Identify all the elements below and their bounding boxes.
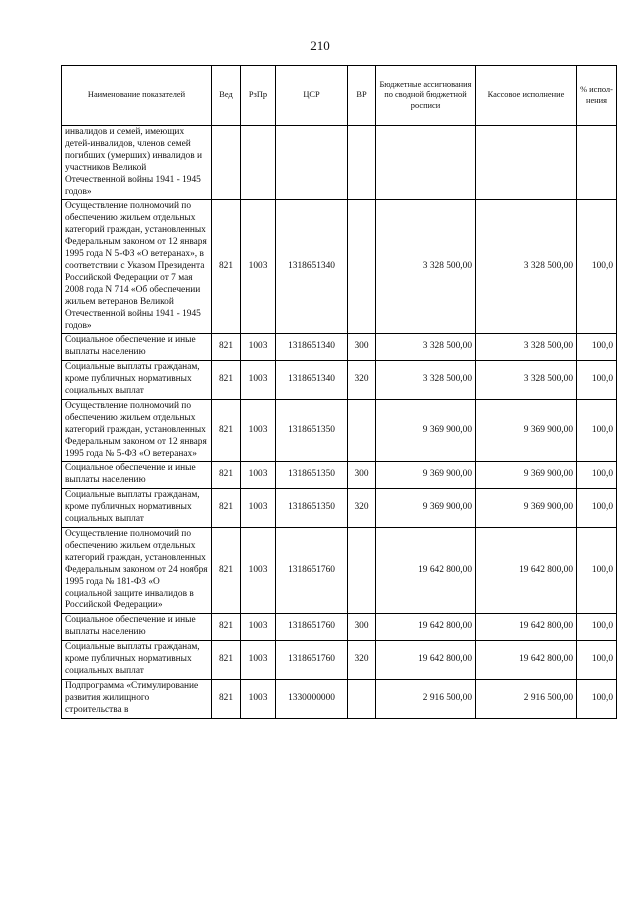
- cell-vr: 300: [348, 614, 376, 641]
- cell-rzpr: 1003: [241, 334, 276, 361]
- table-row: [62, 399, 617, 462]
- cell-pct: [577, 126, 617, 200]
- cell-name: инвалидов и семей, имеющих детей-инвалидов, членов семей погибших (умерших) инвалидов и участников Великой Отечественной войны 1941 - 1945 годов»: [62, 126, 212, 200]
- cell-pct: 100,0: [577, 489, 617, 528]
- cell-name: Социальные выплаты гражданам, кроме публичных нормативных социальных выплат: [62, 361, 212, 400]
- cell-rzpr: 1003: [241, 679, 276, 718]
- cell-csr: 1318651350: [276, 462, 348, 489]
- cell-budget: 9 369 900,00: [376, 399, 476, 462]
- page-number: 210: [310, 38, 330, 53]
- cell-pct: 100,0: [577, 399, 617, 462]
- header-ved: Вед: [212, 66, 241, 126]
- cell-budget: 19 642 800,00: [376, 528, 476, 614]
- header-csr: ЦСР: [276, 66, 348, 126]
- cell-vr: 300: [348, 462, 376, 489]
- cell-ved: 821: [212, 641, 241, 680]
- cell-kassa: [476, 126, 577, 200]
- cell-csr: [276, 126, 348, 200]
- cell-budget: 9 369 900,00: [376, 489, 476, 528]
- table-row: [62, 679, 617, 718]
- cell-budget: 19 642 800,00: [376, 641, 476, 680]
- cell-ved: 821: [212, 528, 241, 614]
- cell-kassa: 3 328 500,00: [476, 334, 577, 361]
- cell-kassa: 3 328 500,00: [476, 200, 577, 334]
- cell-pct: 100,0: [577, 462, 617, 489]
- table-row: [62, 489, 617, 528]
- cell-name: Социальное обеспечение и иные выплаты населению: [62, 334, 212, 361]
- cell-kassa: 9 369 900,00: [476, 462, 577, 489]
- cell-csr: 1318651350: [276, 399, 348, 462]
- cell-name: Социальное обеспечение и иные выплаты населению: [62, 614, 212, 641]
- cell-csr: 1318651760: [276, 528, 348, 614]
- cell-ved: 821: [212, 489, 241, 528]
- cell-kassa: 3 328 500,00: [476, 361, 577, 400]
- cell-kassa: 19 642 800,00: [476, 528, 577, 614]
- cell-csr: 1318651350: [276, 489, 348, 528]
- cell-vr: 320: [348, 641, 376, 680]
- cell-name: Осуществление полномочий по обеспечению жильем отдельных категорий граждан, установленных Федеральным законом от 12 января 1995 года N 5-ФЗ «О ветеранах», в соответствии с Указом Президента Российской Федерации от 7 мая 2008 года N 714 «Об обеспечении жильем ветеранов Великой Отечественной войны 1941 - 1945 годов»: [62, 200, 212, 334]
- table-row: [62, 334, 617, 361]
- cell-kassa: 9 369 900,00: [476, 399, 577, 462]
- cell-ved: 821: [212, 334, 241, 361]
- cell-vr: 320: [348, 489, 376, 528]
- cell-rzpr: 1003: [241, 200, 276, 334]
- cell-pct: 100,0: [577, 334, 617, 361]
- cell-ved: 821: [212, 679, 241, 718]
- cell-vr: 320: [348, 361, 376, 400]
- cell-vr: [348, 200, 376, 334]
- header-kassa: Кассовое исполнение: [476, 66, 577, 126]
- cell-rzpr: 1003: [241, 528, 276, 614]
- table-row: [62, 126, 617, 200]
- cell-ved: 821: [212, 462, 241, 489]
- cell-name: Социальные выплаты гражданам, кроме публичных нормативных социальных выплат: [62, 489, 212, 528]
- cell-rzpr: [241, 126, 276, 200]
- cell-pct: 100,0: [577, 679, 617, 718]
- cell-vr: [348, 126, 376, 200]
- cell-rzpr: 1003: [241, 361, 276, 400]
- table-row: [62, 200, 617, 334]
- cell-csr: 1318651340: [276, 361, 348, 400]
- cell-kassa: 19 642 800,00: [476, 614, 577, 641]
- cell-pct: 100,0: [577, 641, 617, 680]
- cell-csr: 1330000000: [276, 679, 348, 718]
- cell-name: Осуществление полномочий по обеспечению жильем отдельных категорий граждан, установленных Федеральным законом от 24 ноября 1995 года № 181-ФЗ «О социальной защите инвалидов в Российской Федерации»: [62, 528, 212, 614]
- cell-pct: 100,0: [577, 614, 617, 641]
- header-rzpr: РзПр: [241, 66, 276, 126]
- cell-kassa: 2 916 500,00: [476, 679, 577, 718]
- table-header-row: [62, 66, 617, 126]
- cell-csr: 1318651340: [276, 200, 348, 334]
- cell-budget: [376, 126, 476, 200]
- cell-vr: [348, 679, 376, 718]
- cell-rzpr: 1003: [241, 462, 276, 489]
- header-pct: % испол- нения: [577, 66, 617, 126]
- cell-name: Социальное обеспечение и иные выплаты населению: [62, 462, 212, 489]
- cell-ved: 821: [212, 200, 241, 334]
- cell-kassa: 19 642 800,00: [476, 641, 577, 680]
- header-name: Наименование показателей: [62, 66, 212, 126]
- cell-pct: 100,0: [577, 361, 617, 400]
- cell-budget: 3 328 500,00: [376, 334, 476, 361]
- cell-vr: 300: [348, 334, 376, 361]
- cell-name: Социальные выплаты гражданам, кроме публичных нормативных социальных выплат: [62, 641, 212, 680]
- cell-vr: [348, 399, 376, 462]
- header-vr: ВР: [348, 66, 376, 126]
- table-row: [62, 528, 617, 614]
- cell-ved: [212, 126, 241, 200]
- cell-rzpr: 1003: [241, 399, 276, 462]
- cell-budget: 3 328 500,00: [376, 200, 476, 334]
- table-row: [62, 641, 617, 680]
- cell-csr: 1318651340: [276, 334, 348, 361]
- cell-csr: 1318651760: [276, 614, 348, 641]
- header-budget: Бюджетные ассигнования по сводной бюджетной росписи: [376, 66, 476, 126]
- cell-name: Осуществление полномочий по обеспечению жильем отдельных категорий граждан, установленных Федеральным законом от 12 января 1995 года № 5-ФЗ «О ветеранах»: [62, 399, 212, 462]
- table-row: [62, 361, 617, 400]
- cell-vr: [348, 528, 376, 614]
- cell-budget: 2 916 500,00: [376, 679, 476, 718]
- cell-rzpr: 1003: [241, 614, 276, 641]
- cell-name: Подпрограмма «Стимулирование развития жилищного строительства в: [62, 679, 212, 718]
- table-row: [62, 462, 617, 489]
- cell-rzpr: 1003: [241, 641, 276, 680]
- cell-budget: 19 642 800,00: [376, 614, 476, 641]
- cell-budget: 3 328 500,00: [376, 361, 476, 400]
- cell-rzpr: 1003: [241, 489, 276, 528]
- cell-pct: 100,0: [577, 528, 617, 614]
- cell-ved: 821: [212, 399, 241, 462]
- cell-csr: 1318651760: [276, 641, 348, 680]
- table-row: [62, 614, 617, 641]
- cell-ved: 821: [212, 614, 241, 641]
- budget-execution-table: [61, 65, 617, 719]
- cell-pct: 100,0: [577, 200, 617, 334]
- cell-budget: 9 369 900,00: [376, 462, 476, 489]
- cell-kassa: 9 369 900,00: [476, 489, 577, 528]
- cell-ved: 821: [212, 361, 241, 400]
